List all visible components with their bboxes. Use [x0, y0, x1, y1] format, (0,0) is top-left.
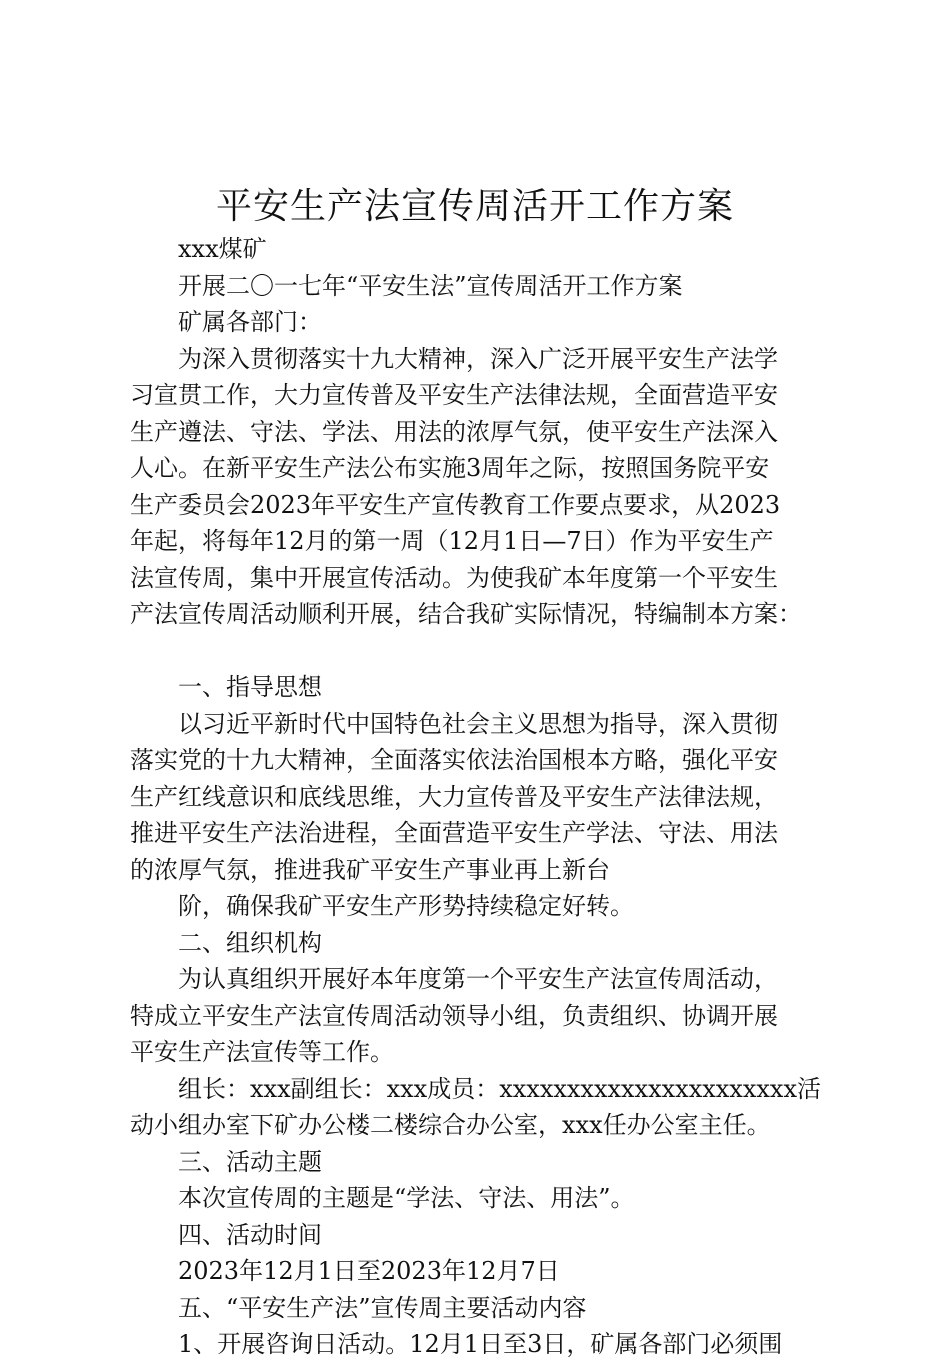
- text-line: 1、开展咨询日活动。12月1日至3日，矿属各部门必须围: [178, 1330, 783, 1358]
- text-line: 开展二〇一七年“平安生法”宣传周活开工作方案: [178, 271, 683, 300]
- text-line: 本次宣传周的主题是“学法、守法、用法”。: [178, 1184, 635, 1212]
- section-heading: 三、活动主题: [178, 1147, 322, 1176]
- section-heading: 一、指导思想: [178, 673, 322, 701]
- section-heading: 二、组织机构: [178, 928, 322, 957]
- text-line: 生产委员会2023年平安生产宣传教育工作要点要求，从2023: [130, 490, 781, 519]
- text-line: 为认真组织开展好本年度第一个平安生产法宣传周活动，: [178, 965, 778, 993]
- document-body: [130, 231, 830, 1363]
- text-line: 组长：xxx副组长：xxx成员：xxxxxxxxxxxxxxxxxxxxxx活: [178, 1074, 821, 1103]
- text-line: 动小组办室下矿办公楼二楼综合办公室，xxx任办公室主任。: [130, 1111, 771, 1139]
- text-line: 生产红线意识和底线思维，大力宣传普及平安生产法律法规，: [130, 782, 778, 811]
- text-line: 2023年12月1日至2023年12月7日: [178, 1257, 560, 1285]
- document-title: 平安生产法宣传周活开工作方案: [215, 186, 734, 227]
- paragraph-gap: [130, 633, 830, 670]
- text-line: 推进平安生产法治进程，全面营造平安生产学法、守法、用法: [130, 819, 778, 847]
- text-line: 习宣贯工作，大力宣传普及平安生产法律法规，全面营造平安: [130, 381, 778, 409]
- text-line: 法宣传周，集中开展宣传活动。为使我矿本年度第一个平安生: [130, 563, 778, 592]
- text-line: 平安生产法宣传等工作。: [130, 1038, 394, 1066]
- text-line: 阶，确保我矿平安生产形势持续稳定好转。: [178, 892, 634, 920]
- text-line: 产法宣传周活动顺利开展，结合我矿实际情况，特编制本方案：: [130, 600, 802, 628]
- text-line: xxx煤矿: [178, 235, 267, 263]
- section-heading: 五、“平安生产法”宣传周主要活动内容: [178, 1293, 587, 1322]
- text-line: 特成立平安生产法宣传周活动领导小组，负责组织、协调开展: [130, 1001, 778, 1030]
- text-line: 为深入贯彻落实十九大精神，深入广泛开展平安生产法学: [178, 344, 778, 373]
- text-line: 矿属各部门：: [178, 308, 322, 336]
- text-line: 以习近平新时代中国特色社会主义思想为指导，深入贯彻: [178, 709, 778, 738]
- text-line: 人心。在新平安生产法公布实施3周年之际，按照国务院平安: [130, 454, 770, 482]
- text-line: 的浓厚气氛，推进我矿平安生产事业再上新台: [130, 855, 610, 884]
- text-line: 年起，将每年12月的第一周（12月1日—7日）作为平安生产: [130, 527, 774, 555]
- section-heading: 四、活动时间: [178, 1220, 322, 1249]
- text-line: 落实党的十九大精神，全面落实依法治国根本方略，强化平安: [130, 746, 778, 774]
- text-line: 生产遵法、守法、学法、用法的浓厚气氛，使平安生产法深入: [130, 417, 778, 446]
